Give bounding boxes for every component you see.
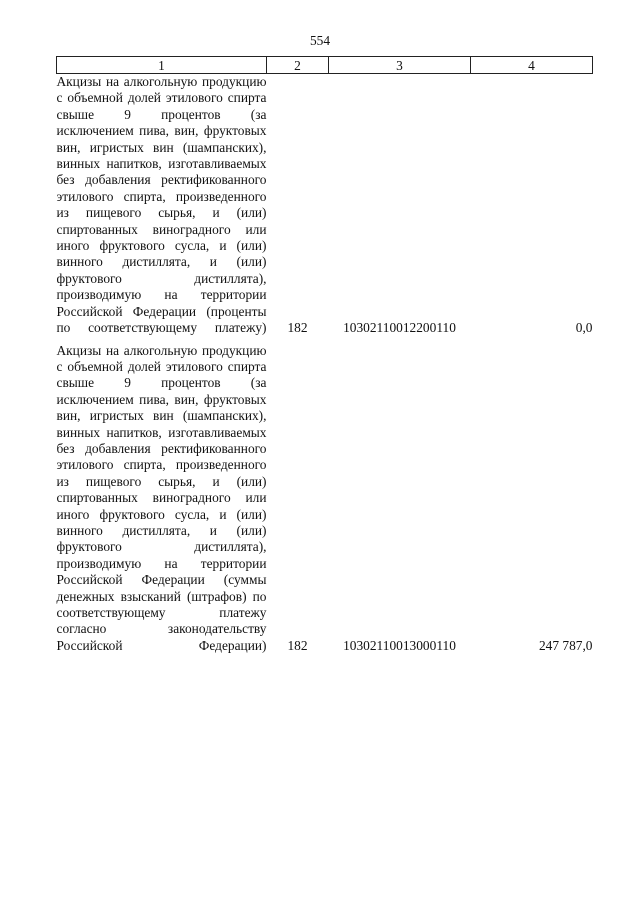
row-admin-code: 182 — [287, 320, 308, 336]
row-description-text: Акцизы на алкогольную продукцию с объемной долей этилового спирта свыше 9 процентов (за исключением пива, вин, фруктовых вин, игристых вин (шампанских), винных напитков, изготавливаемых без добавления ректификованного этилового спирта, произведенного из пищевого сырья, и (или) спиртованных виноградного или иного фруктового сусла, и (или) винного дистиллята, и (или) фруктового дистиллята), производимую на территории Российской Федерации (суммы денежных взысканий (штрафов) по соответствующему платежу согласно законодательству Российской Федерации) — [56, 342, 267, 653]
table-row — [57, 74, 593, 337]
row-description-text: Акцизы на алкогольную продукцию с объемной долей этилового спирта свыше 9 процентов (за исключением пива, вин, фруктовых вин, игристых вин (шампанских), винных напитков, изготавливаемых без добавления ректификованного этилового спирта, произведенного из пищевого сырья, и (или) спиртованных виноградного или иного фруктового сусла, и (или) винного дистиллята, и (или) фруктового дистиллята), производимую на территории Российской Федерации (проценты по соответствующему платежу) — [56, 74, 267, 336]
revenue-table — [56, 56, 593, 654]
row-amount: 247 787,0 — [538, 637, 593, 653]
page-number: 554 — [309, 33, 331, 48]
table-row — [57, 343, 593, 655]
column-header-1: 1 — [57, 57, 267, 74]
column-number-header-row — [57, 57, 593, 74]
column-header-2: 2 — [267, 57, 329, 74]
column-header-4: 4 — [471, 57, 593, 74]
column-header-3: 3 — [329, 57, 471, 74]
row-budget-code: 10302110013000110 — [343, 637, 456, 653]
row-description — [57, 74, 267, 337]
row-admin-code: 182 — [287, 637, 308, 653]
row-amount: 0,0 — [575, 320, 593, 336]
row-budget-code: 10302110012200110 — [343, 320, 456, 336]
row-description — [57, 343, 267, 655]
